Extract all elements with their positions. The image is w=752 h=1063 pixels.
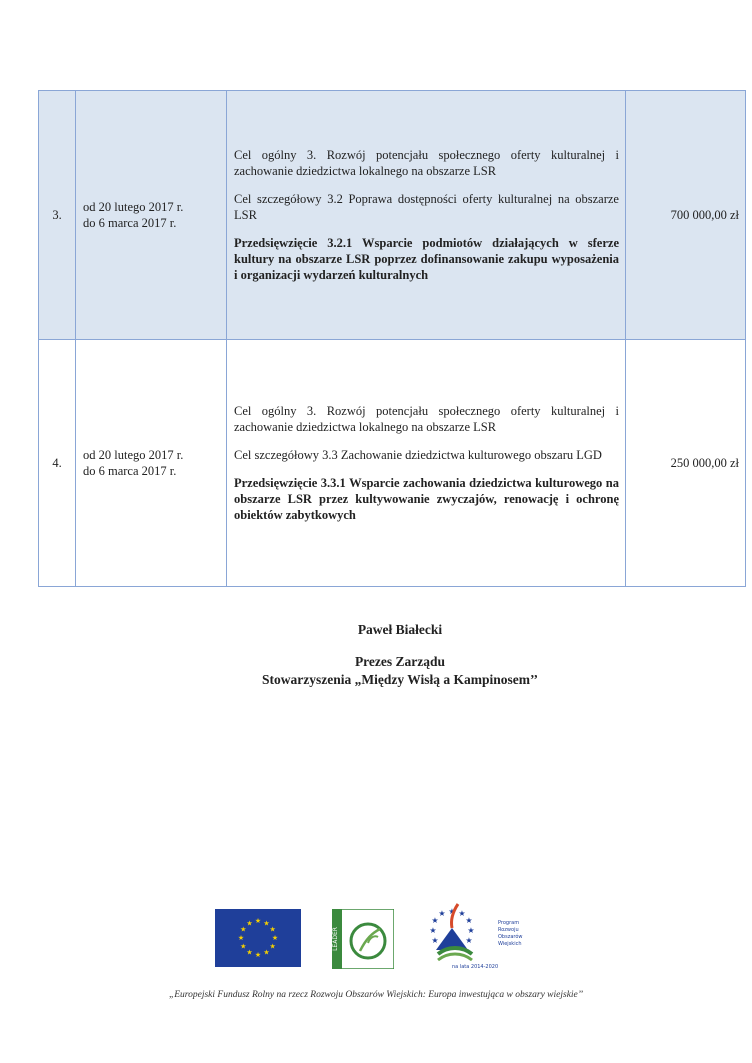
svg-text:★: ★ bbox=[269, 942, 276, 951]
svg-text:★: ★ bbox=[271, 934, 279, 942]
table-row bbox=[39, 340, 746, 587]
prow-logo bbox=[422, 902, 532, 970]
svg-text:★: ★ bbox=[254, 951, 262, 959]
svg-text:★: ★ bbox=[263, 919, 270, 928]
svg-text:★: ★ bbox=[431, 936, 439, 945]
row-number: 4. bbox=[39, 340, 76, 587]
goal-general: Cel ogólny 3. Rozwój potencjału społecznego oferty kulturalnej i zachowanie dziedzictwa lokalnego na obszarze LSR bbox=[234, 404, 619, 434]
svg-text:★: ★ bbox=[254, 917, 262, 925]
leader-logo-icon bbox=[332, 909, 394, 969]
svg-text:★: ★ bbox=[458, 909, 466, 918]
signatory-organization: Stowarzyszenia „Między Wisłą a Kampinosem’’ bbox=[262, 672, 538, 687]
signatory-name: Paweł Białecki bbox=[357, 622, 443, 637]
prow-line2: Rozwoju bbox=[498, 927, 519, 933]
svg-text:★: ★ bbox=[240, 942, 247, 951]
svg-text:★: ★ bbox=[237, 934, 245, 942]
project-name: Przedsięwzięcie 3.2.1 Wsparcie podmiotów działających w sferze kultury na obszarze LSR poprzez dofinansowanie zakupu wyposażenia i organizacji wydarzeń kulturalnych bbox=[234, 236, 619, 282]
prow-line4: Wiejskich bbox=[498, 941, 522, 947]
svg-text:★: ★ bbox=[263, 948, 270, 957]
date-end: do 6 marca 2017 r. bbox=[83, 216, 177, 230]
goal-specific: Cel szczegółowy 3.3 Zachowanie dziedzictwa kulturowego obszaru LGD bbox=[234, 448, 602, 462]
goal-description bbox=[227, 91, 626, 340]
amount: 700 000,00 zł bbox=[626, 91, 746, 340]
svg-text:★: ★ bbox=[465, 916, 473, 925]
call-schedule-table bbox=[38, 90, 746, 587]
prow-line1: Program bbox=[498, 920, 520, 926]
logos-bar bbox=[0, 902, 752, 972]
table-row bbox=[39, 91, 746, 340]
svg-text:★: ★ bbox=[269, 925, 276, 934]
goal-specific: Cel szczegółowy 3.2 Poprawa dostępności oferty kulturalnej na obszarze LSR bbox=[234, 192, 619, 222]
date-range bbox=[76, 340, 227, 587]
svg-text:★: ★ bbox=[467, 926, 475, 935]
svg-text:★: ★ bbox=[429, 926, 437, 935]
eu-flag-icon bbox=[215, 909, 301, 967]
svg-text:★: ★ bbox=[246, 919, 253, 928]
svg-text:★: ★ bbox=[438, 909, 446, 918]
svg-text:★: ★ bbox=[465, 936, 473, 945]
date-range bbox=[76, 91, 227, 340]
date-end: do 6 marca 2017 r. bbox=[83, 464, 177, 478]
leader-text: LEADER bbox=[332, 927, 339, 951]
signatory-title: Prezes Zarządu bbox=[354, 654, 446, 669]
svg-text:★: ★ bbox=[448, 907, 456, 916]
row-number: 3. bbox=[39, 91, 76, 340]
svg-text:★: ★ bbox=[246, 948, 253, 957]
prow-years: na lata 2014-2020 bbox=[452, 964, 499, 970]
prow-line3: Obszarów bbox=[498, 934, 523, 940]
amount: 250 000,00 zł bbox=[626, 340, 746, 587]
date-start: od 20 lutego 2017 r. bbox=[83, 448, 184, 462]
footer-note: „Europejski Fundusz Rolny na rzecz Rozwoju Obszarów Wiejskich: Europa inwestująca w obszary wiejskie’’ bbox=[168, 990, 584, 1000]
svg-text:★: ★ bbox=[240, 925, 247, 934]
project-name: Przedsięwzięcie 3.3.1 Wsparcie zachowania dziedzictwa kulturowego na obszarze LSR przez kultywowanie zwyczajów, renowację i ochronę obiektów zabytkowych bbox=[234, 476, 619, 522]
goal-description bbox=[227, 340, 626, 587]
svg-text:★: ★ bbox=[431, 916, 439, 925]
goal-general: Cel ogólny 3. Rozwój potencjału społecznego oferty kulturalnej i zachowanie dziedzictwa lokalnego na obszarze LSR bbox=[234, 148, 619, 178]
date-start: od 20 lutego 2017 r. bbox=[83, 200, 184, 214]
